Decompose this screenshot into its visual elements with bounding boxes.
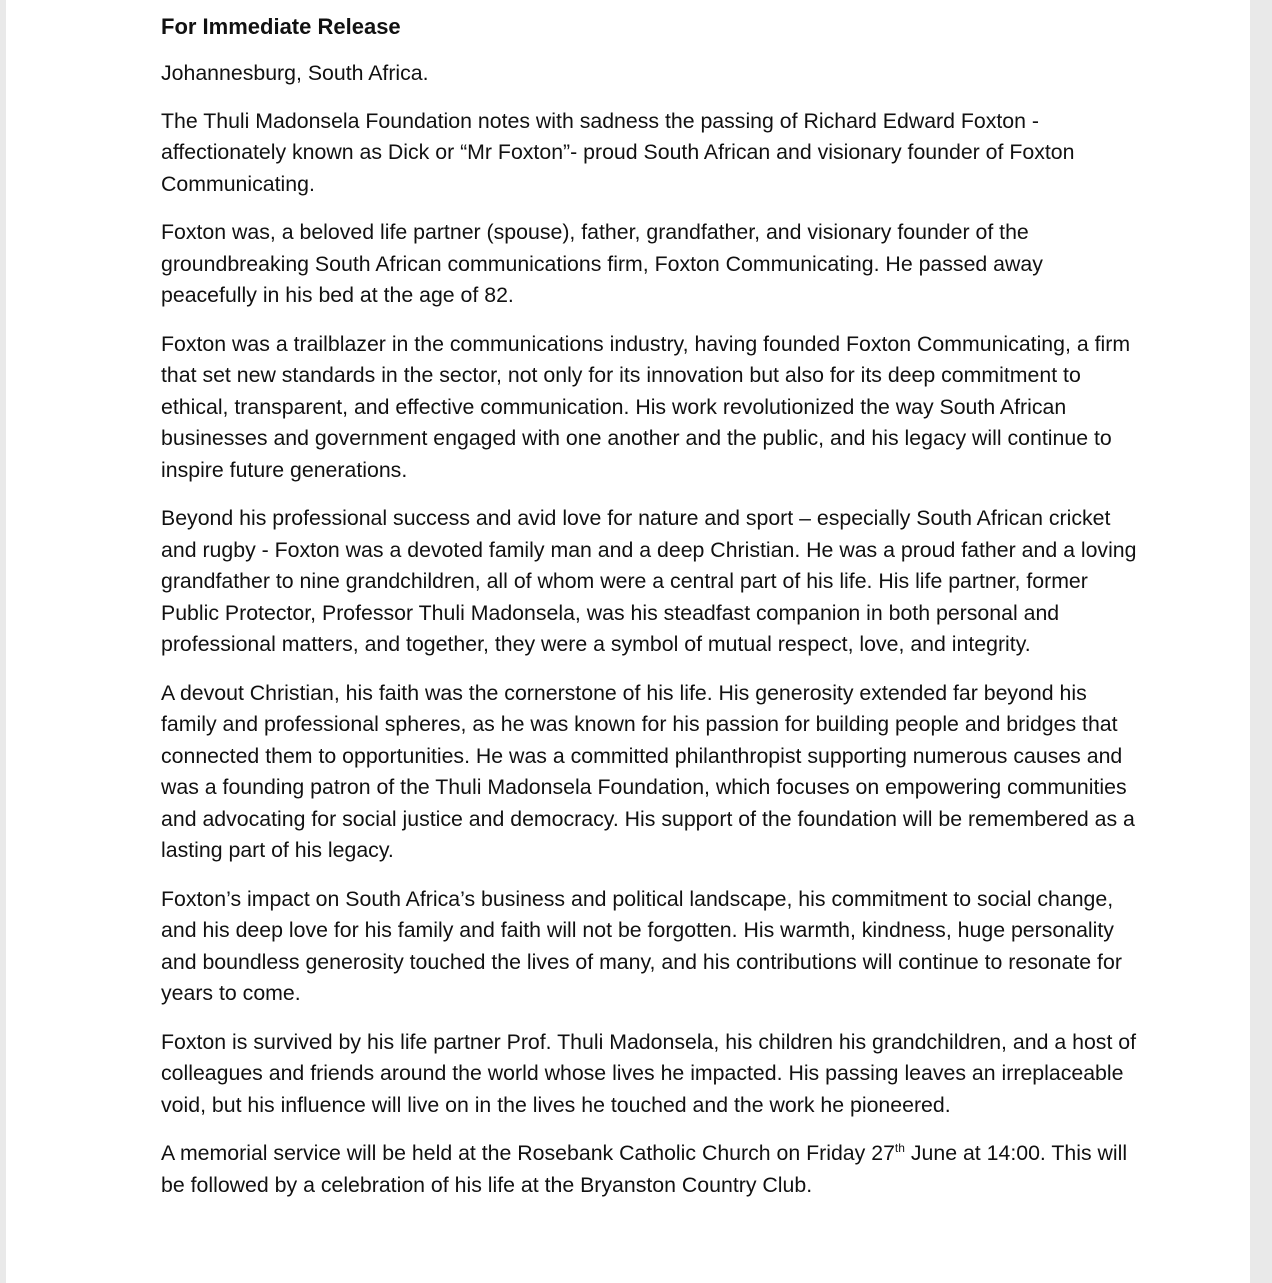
paragraph-biography: Foxton was, a beloved life partner (spouse), father, grandfather, and visionary founder of the groundbreaking South African communications firm, Foxton Communicating. He passed away peacefully in his bed at the age of 82. [161, 220, 1043, 307]
memorial-text-end: June at 14:00. This will be followed by a celebration of his life at the Bryanston Country Club. [161, 1141, 1128, 1197]
paragraph-legacy: Foxton’s impact on South Africa’s business and political landscape, his commitment to social change, and his deep love for his family and faith will not be forgotten. His warmth, kindness, huge personality and boundless generosity touched the lives of many, and his contributions will continue to resonate for years to come. [161, 886, 1122, 1005]
paragraph-announcement: The Thuli Madonsela Foundation notes with sadness the passing of Richard Edward Foxton - affectionately known as Dick or “Mr Foxton”- proud South African and visionary founder of Foxton Communicating. [161, 108, 1075, 196]
paragraph-survivors: Foxton is survived by his life partner Prof. Thuli Madonsela, his children his grandchildren, and a host of colleagues and friends around the world whose lives he impacted. His passing leaves an irreplaceable void, but his influence will live on in the lives he touched and the work he pioneered. [161, 1029, 1137, 1117]
paragraph-career: Foxton was a trailblazer in the communications industry, having founded Foxton Communicating, a firm that set new standards in the sector, not only for its innovation but also for its deep commitment to ethical, transparent, and effective communication. His work revolutionized the way South African businesses and government engaged with one another and the public, and his legacy will continue to inspire future generations. [161, 331, 1131, 482]
release-heading: For Immediate Release [161, 14, 401, 39]
paragraph-faith-philanthropy: A devout Christian, his faith was the cornerstone of his life. His generosity extended far beyond his family and professional spheres, as he was known for his passion for building people and bridges that connected them to opportunities. He was a committed philanthropist supporting numerous causes and was a founding patron of the Thuli Madonsela Foundation, which focuses on empowering communities and advocating for social justice and democracy. His support of the foundation will be remembered as a lasting part of his legacy. [161, 680, 1135, 862]
paragraph-family: Beyond his professional success and avid love for nature and sport – especially South African cricket and rugby - Foxton was a devoted family man and a deep Christian. He was a proud father and a loving grandfather to nine grandchildren, all of whom were a central part of his life. His life partner, former Public Protector, Professor Thuli Madonsela, was his steadfast companion in both personal and professional matters, and together, they were a symbol of mutual respect, love, and integrity. [161, 506, 1137, 656]
dateline: Johannesburg, South Africa. [161, 61, 429, 85]
paragraph-memorial [161, 1138, 1140, 1201]
date-ordinal-superscript: th [894, 1141, 905, 1155]
memorial-text-start: A memorial service will be held at the Rosebank Catholic Church on Friday 27 [161, 1141, 895, 1165]
document-page [6, 0, 1250, 1283]
